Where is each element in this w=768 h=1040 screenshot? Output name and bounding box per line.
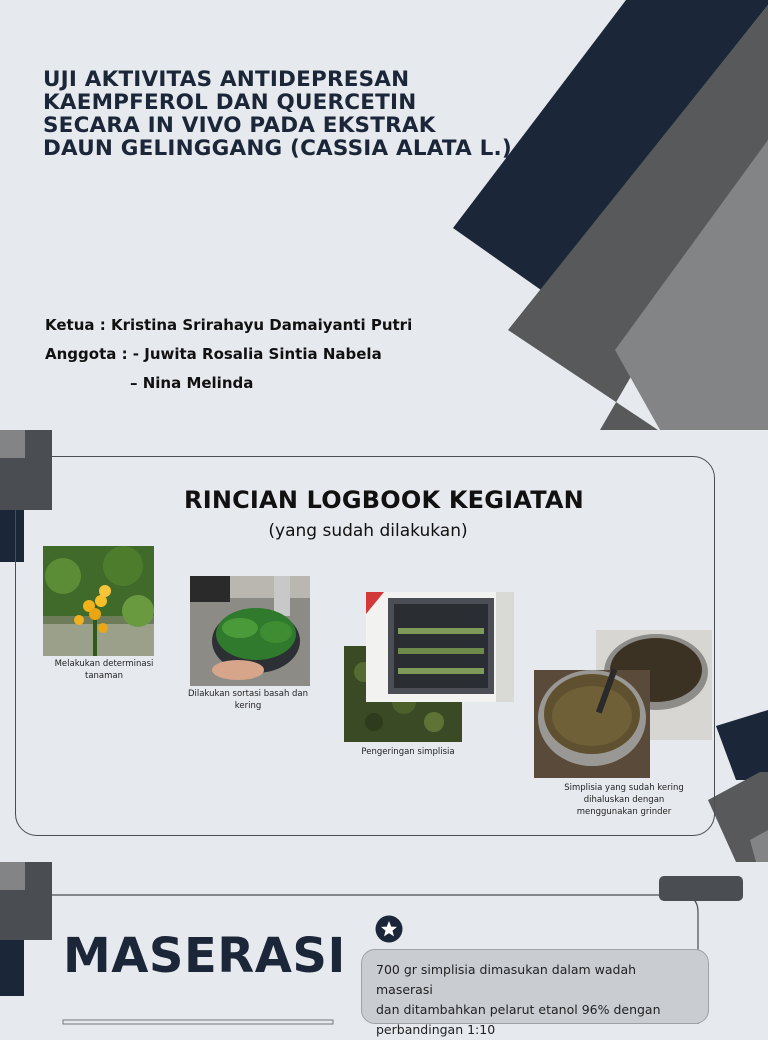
oven-rack [398, 628, 484, 634]
caption-step-2 [186, 688, 310, 712]
photo-faucet [274, 576, 290, 616]
caption-line: Melakukan determinasi [54, 659, 154, 669]
yellow-flower [98, 623, 108, 633]
leaf [222, 618, 258, 638]
plant-determination-photo [43, 546, 154, 656]
sorting-washing-photo [190, 576, 310, 686]
hand [212, 660, 264, 680]
leaf-cluster [45, 558, 81, 594]
leaf [260, 621, 292, 643]
navy-diamond [716, 710, 768, 780]
maserasi-title: MASERASI [63, 928, 346, 984]
caption-line: menggunakan grinder [576, 807, 672, 817]
title-line-4: DAUN GELINGGANG (CASSIA ALATA L.) [43, 136, 512, 161]
caption-step-1 [43, 658, 165, 682]
presentation-title [43, 68, 563, 160]
caption-line: Pengeringan simplisia [361, 747, 455, 757]
description-line: dan ditambahkan pelarut etanol 96% dengan [376, 1002, 661, 1017]
caption-step-3 [344, 746, 472, 758]
arm-sleeve [190, 576, 230, 602]
oven-rack [398, 648, 484, 654]
team-member-2: – Nina Melinda [130, 374, 254, 392]
light-gray-square-top [0, 430, 25, 458]
caption-line: tanaman [84, 671, 123, 681]
logbook-slide [0, 430, 768, 862]
team-member-1: Anggota : - Juwita Rosalia Sintia Nabela [45, 345, 382, 363]
star-icon [375, 915, 403, 943]
pot-front-surface [552, 686, 632, 746]
caption-step-4 [554, 782, 694, 818]
caption-line: Dilakukan sortasi basah dan [187, 689, 309, 699]
description-line: perbandingan 1:10 [376, 1022, 496, 1037]
image-placeholder-top [63, 1020, 333, 1024]
title-slide [0, 0, 768, 430]
light-gray-square [0, 862, 25, 890]
caption-line: kering [234, 701, 262, 711]
caption-line: dihaluskan dengan [583, 795, 665, 805]
maserasi-slide [0, 862, 768, 1037]
leaf-cluster [103, 546, 143, 586]
logbook-subtitle: (yang sudah dilakukan) [268, 521, 468, 541]
yellow-flower [89, 608, 101, 620]
logbook-title: RINCIAN LOGBOOK KEGIATAN [184, 486, 584, 514]
drying-simplisia-photo [344, 592, 514, 742]
yellow-flower [74, 615, 84, 625]
dried-leaf [365, 713, 383, 731]
oven-side [496, 592, 514, 702]
maserasi-description [361, 949, 709, 1037]
leaf-cluster [122, 595, 154, 627]
description-line: 700 gr simplisia dimasukan dalam wadah maserasi [376, 962, 637, 997]
gray-tab [659, 876, 743, 901]
title-line-2: KAEMPFEROL DAN QUERCETIN [43, 90, 417, 115]
oven-window [394, 604, 488, 688]
team-list [45, 311, 412, 398]
yellow-flower [99, 585, 111, 597]
navy-square [0, 940, 24, 996]
title-line-1: UJI AKTIVITAS ANTIDEPRESAN [43, 67, 410, 92]
caption-line: Simplisia yang sudah kering [564, 783, 684, 793]
dried-leaf [424, 712, 444, 732]
grinding-simplisia-photo [534, 630, 712, 778]
team-leader: Ketua : Kristina Srirahayu Damaiyanti Putri [45, 316, 413, 334]
title-line-3: SECARA IN VIVO PADA EKSTRAK [43, 113, 436, 138]
oven-rack [398, 668, 484, 674]
